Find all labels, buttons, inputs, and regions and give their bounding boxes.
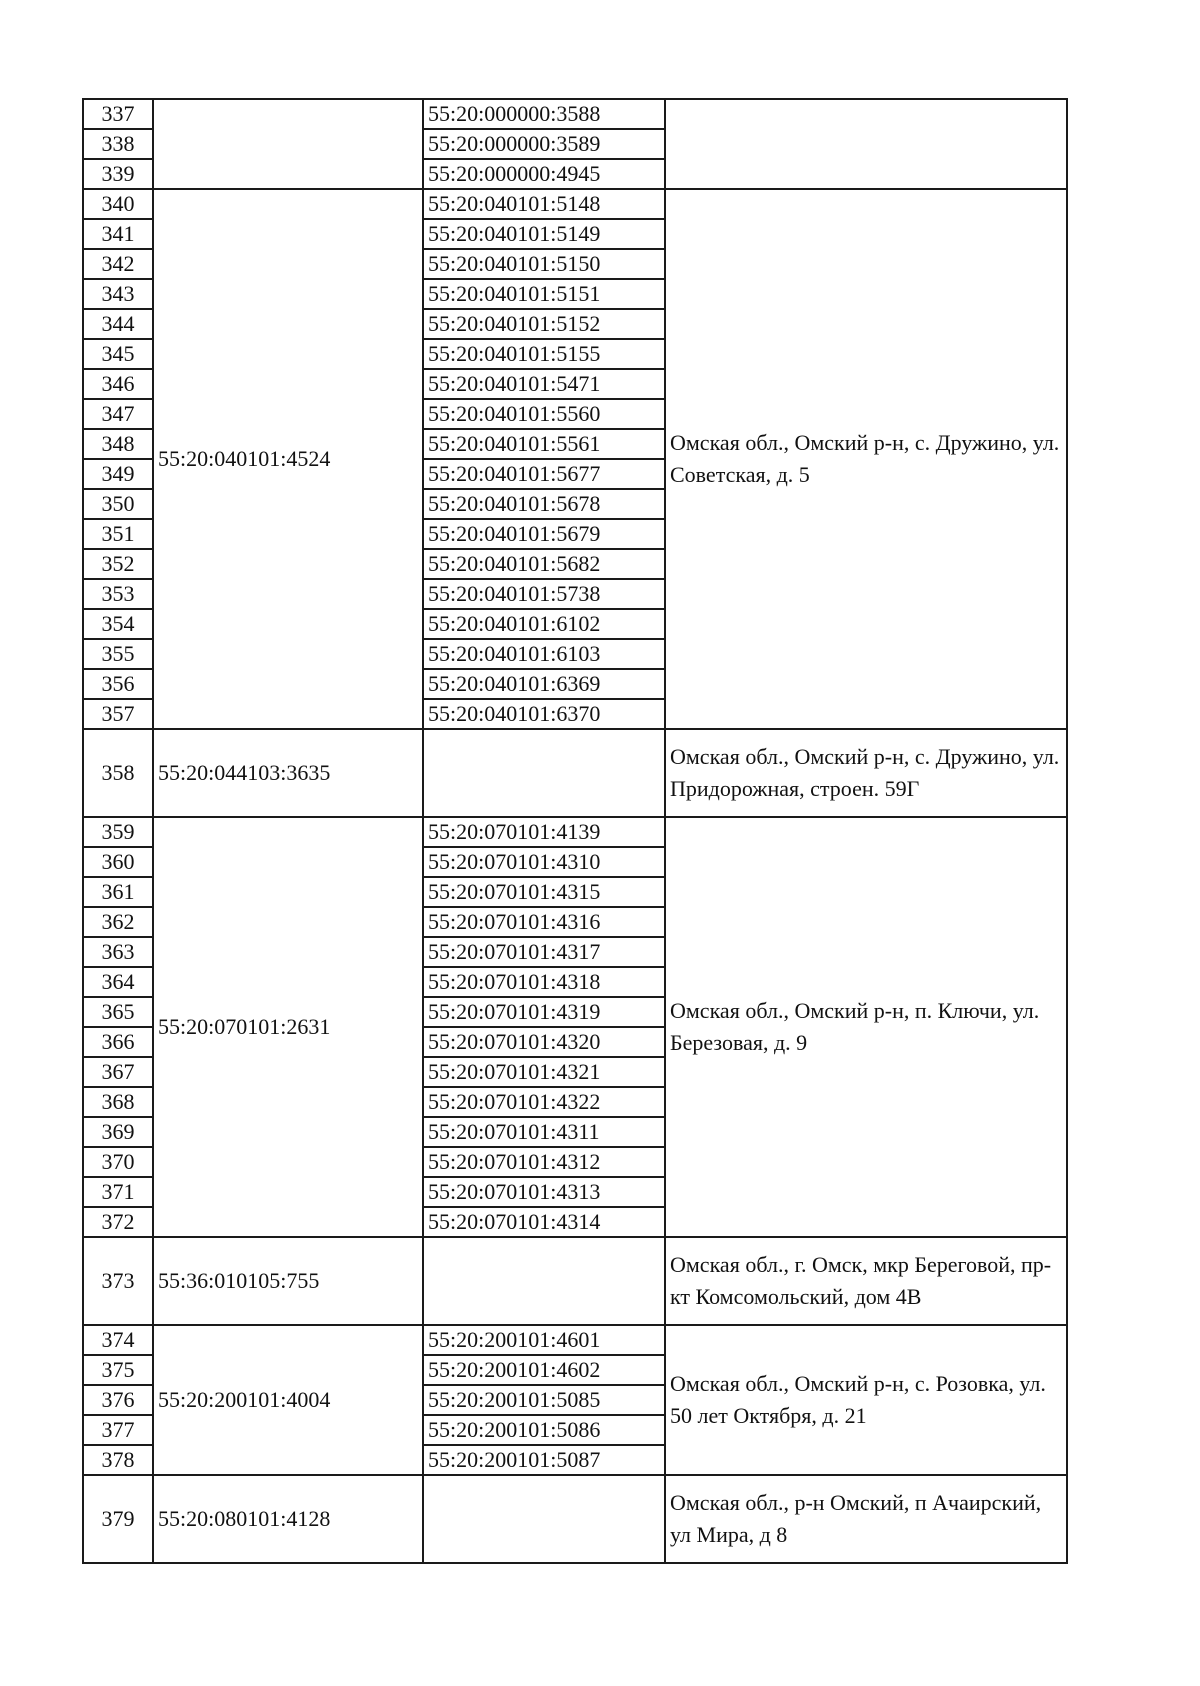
row-number: 367 [83, 1057, 153, 1087]
row-number: 339 [83, 159, 153, 189]
cadastral-number [423, 1237, 665, 1325]
cadastral-number: 55:20:040101:6102 [423, 609, 665, 639]
cadastral-number: 55:20:040101:5152 [423, 309, 665, 339]
cadastral-number: 55:20:000000:3589 [423, 129, 665, 159]
cadastral-number: 55:20:040101:5682 [423, 549, 665, 579]
row-number: 340 [83, 189, 153, 219]
cadastral-number: 55:20:040101:5149 [423, 219, 665, 249]
cadastral-number: 55:20:200101:4602 [423, 1355, 665, 1385]
row-number: 354 [83, 609, 153, 639]
row-number: 337 [83, 99, 153, 129]
cadastral-number: 55:20:070101:4139 [423, 817, 665, 847]
row-number: 375 [83, 1355, 153, 1385]
table-row [83, 1237, 1067, 1325]
cadastral-number [423, 1475, 665, 1563]
cadastral-number: 55:20:070101:4321 [423, 1057, 665, 1087]
cadastral-number: 55:20:000000:3588 [423, 99, 665, 129]
row-number: 377 [83, 1415, 153, 1445]
row-number: 358 [83, 729, 153, 817]
row-number: 342 [83, 249, 153, 279]
row-number: 345 [83, 339, 153, 369]
row-number: 351 [83, 519, 153, 549]
parent-cadastral-number: 55:20:080101:4128 [153, 1475, 423, 1563]
address: Омская обл., г. Омск, мкр Береговой, пр-кт Комсомольский, дом 4В [665, 1237, 1067, 1325]
parent-cadastral-number: 55:20:040101:4524 [153, 189, 423, 729]
address: Омская обл., Омский р-н, с. Розовка, ул. 50 лет Октября, д. 21 [665, 1325, 1067, 1475]
row-number: 371 [83, 1177, 153, 1207]
table-row [83, 1475, 1067, 1563]
cadastral-number: 55:20:040101:5561 [423, 429, 665, 459]
table-row [83, 1325, 1067, 1355]
cadastral-number: 55:20:070101:4320 [423, 1027, 665, 1057]
cadastral-number: 55:20:070101:4315 [423, 877, 665, 907]
cadastral-number: 55:20:070101:4313 [423, 1177, 665, 1207]
address: Омская обл., Омский р-н, с. Дружино, ул. Советская, д. 5 [665, 189, 1067, 729]
parent-cadastral-number: 55:20:070101:2631 [153, 817, 423, 1237]
row-number: 343 [83, 279, 153, 309]
row-number: 368 [83, 1087, 153, 1117]
cadastral-number: 55:20:040101:5150 [423, 249, 665, 279]
cadastral-number: 55:20:000000:4945 [423, 159, 665, 189]
cadastral-number: 55:20:200101:5087 [423, 1445, 665, 1475]
cadastral-number: 55:20:040101:5677 [423, 459, 665, 489]
row-number: 356 [83, 669, 153, 699]
cadastral-number: 55:20:200101:5086 [423, 1415, 665, 1445]
cadastral-number: 55:20:070101:4316 [423, 907, 665, 937]
row-number: 344 [83, 309, 153, 339]
cadastral-number: 55:20:070101:4319 [423, 997, 665, 1027]
address: Омская обл., р-н Омский, п Ачаирский, ул Мира, д 8 [665, 1475, 1067, 1563]
row-number: 359 [83, 817, 153, 847]
cadastral-number: 55:20:040101:5560 [423, 399, 665, 429]
cadastral-number: 55:20:040101:5471 [423, 369, 665, 399]
address: Омская обл., Омский р-н, п. Ключи, ул. Березовая, д. 9 [665, 817, 1067, 1237]
cadastral-number: 55:20:040101:5148 [423, 189, 665, 219]
address: Омская обл., Омский р-н, с. Дружино, ул. Придорожная, строен. 59Г [665, 729, 1067, 817]
row-number: 373 [83, 1237, 153, 1325]
cadastral-number: 55:20:040101:5151 [423, 279, 665, 309]
row-number: 370 [83, 1147, 153, 1177]
row-number: 372 [83, 1207, 153, 1237]
parent-cadastral-number [153, 99, 423, 189]
parent-cadastral-number: 55:20:200101:4004 [153, 1325, 423, 1475]
row-number: 348 [83, 429, 153, 459]
row-number: 350 [83, 489, 153, 519]
row-number: 360 [83, 847, 153, 877]
cadastral-number: 55:20:070101:4318 [423, 967, 665, 997]
row-number: 369 [83, 1117, 153, 1147]
address [665, 99, 1067, 189]
cadastral-number: 55:20:200101:5085 [423, 1385, 665, 1415]
cadastral-number: 55:20:040101:5738 [423, 579, 665, 609]
row-number: 355 [83, 639, 153, 669]
row-number: 376 [83, 1385, 153, 1415]
parent-cadastral-number: 55:20:044103:3635 [153, 729, 423, 817]
row-number: 347 [83, 399, 153, 429]
cadastral-number: 55:20:040101:5155 [423, 339, 665, 369]
row-number: 365 [83, 997, 153, 1027]
table-row [83, 817, 1067, 847]
cadastral-number: 55:20:070101:4311 [423, 1117, 665, 1147]
row-number: 362 [83, 907, 153, 937]
row-number: 349 [83, 459, 153, 489]
cadastral-number: 55:20:070101:4312 [423, 1147, 665, 1177]
table-row [83, 189, 1067, 219]
row-number: 379 [83, 1475, 153, 1563]
cadastral-table [82, 98, 1068, 1564]
table-row [83, 99, 1067, 129]
cadastral-number [423, 729, 665, 817]
cadastral-number: 55:20:070101:4317 [423, 937, 665, 967]
row-number: 378 [83, 1445, 153, 1475]
cadastral-table-body [83, 99, 1067, 1563]
row-number: 364 [83, 967, 153, 997]
row-number: 338 [83, 129, 153, 159]
cadastral-number: 55:20:040101:6370 [423, 699, 665, 729]
cadastral-number: 55:20:070101:4314 [423, 1207, 665, 1237]
cadastral-number: 55:20:200101:4601 [423, 1325, 665, 1355]
row-number: 366 [83, 1027, 153, 1057]
row-number: 352 [83, 549, 153, 579]
cadastral-number: 55:20:070101:4310 [423, 847, 665, 877]
parent-cadastral-number: 55:36:010105:755 [153, 1237, 423, 1325]
table-row [83, 729, 1067, 817]
row-number: 361 [83, 877, 153, 907]
row-number: 363 [83, 937, 153, 967]
row-number: 374 [83, 1325, 153, 1355]
cadastral-number: 55:20:040101:5678 [423, 489, 665, 519]
row-number: 353 [83, 579, 153, 609]
row-number: 341 [83, 219, 153, 249]
row-number: 357 [83, 699, 153, 729]
cadastral-number: 55:20:040101:6103 [423, 639, 665, 669]
cadastral-number: 55:20:040101:6369 [423, 669, 665, 699]
row-number: 346 [83, 369, 153, 399]
cadastral-number: 55:20:070101:4322 [423, 1087, 665, 1117]
cadastral-number: 55:20:040101:5679 [423, 519, 665, 549]
